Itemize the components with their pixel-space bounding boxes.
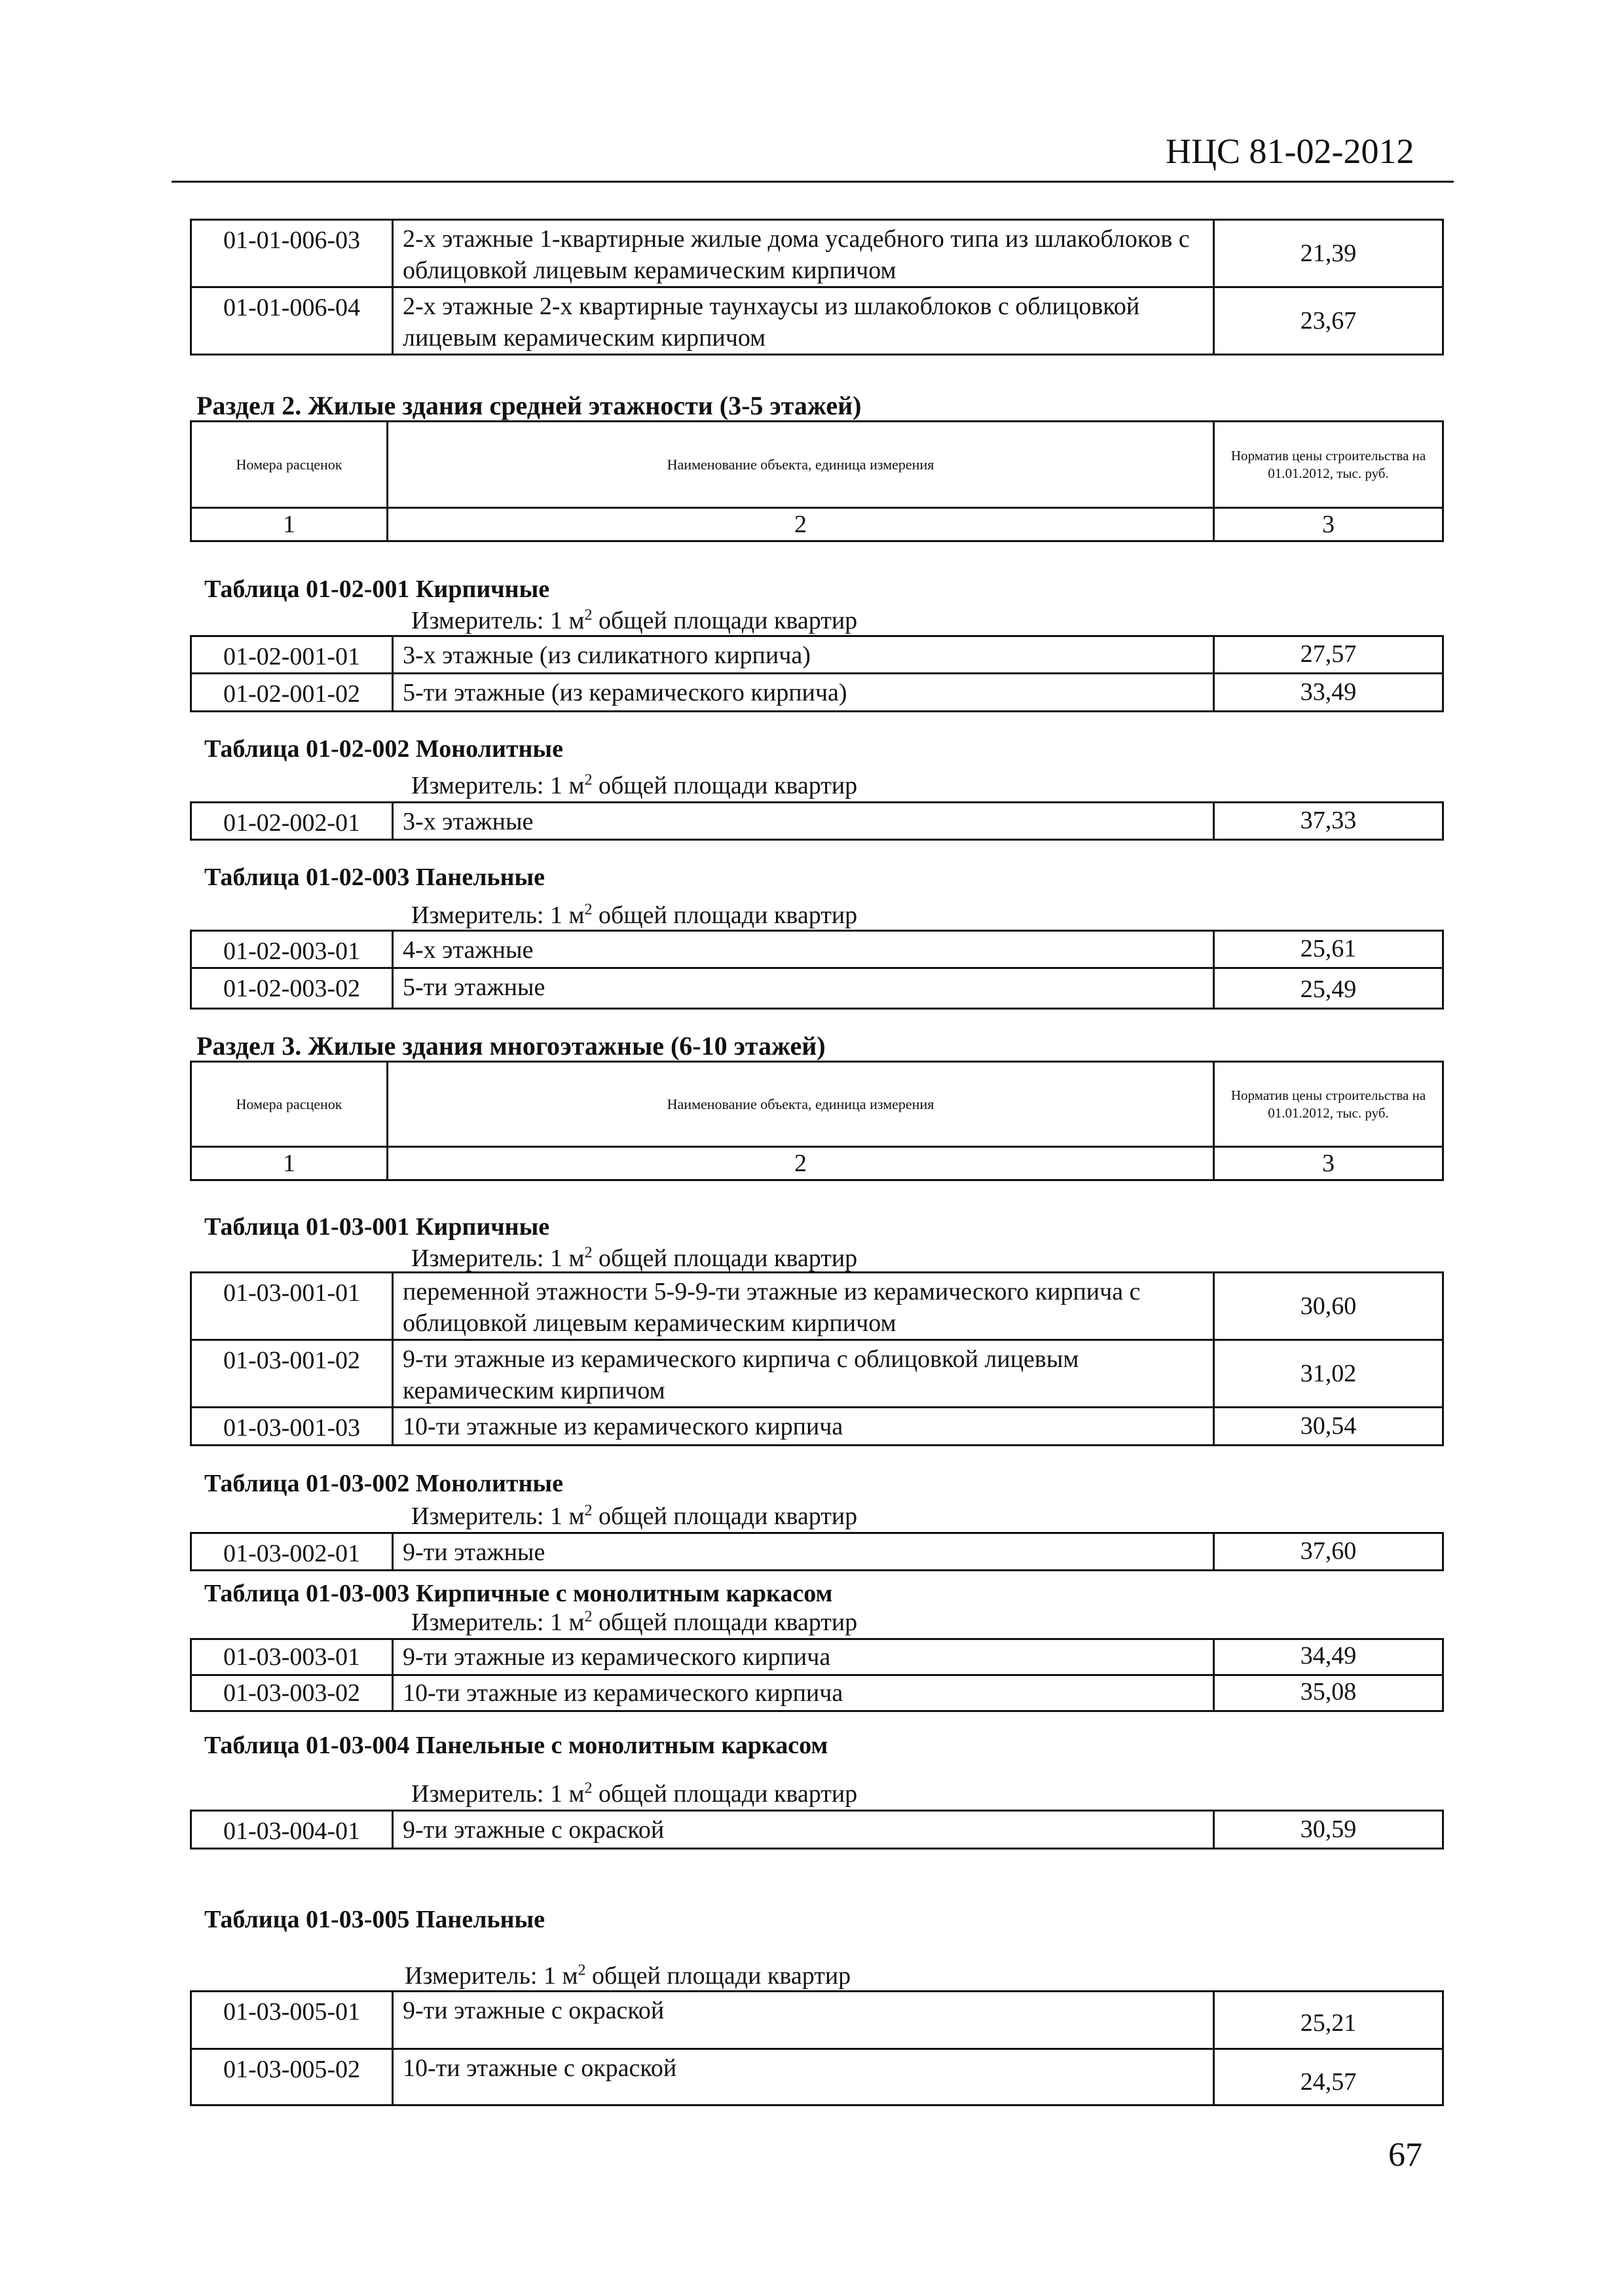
table-title: Таблица 01-02-003 Панельные: [204, 864, 545, 891]
column-header-price: Норматив цены строительства на 01.01.2012, тыс. руб.: [1214, 1062, 1443, 1147]
price-value: 31,02: [1214, 1340, 1443, 1408]
object-name: 2-х этажные 2-х квартирные таунхаусы из шлакоблоков с облицовкой лицевым керамическим кирпичом: [393, 287, 1214, 355]
object-name: 9-ти этажные из керамического кирпича с облицовкой лицевым керамическим кирпичом: [393, 1340, 1214, 1408]
column-number: 1: [191, 1147, 388, 1180]
column-header-table: [190, 1061, 1444, 1181]
price-value: 30,54: [1214, 1408, 1443, 1446]
measure-unit: Измеритель: 1 $м^2$ общей площади квартир: [411, 1244, 858, 1272]
object-name: 5-ти этажные (из керамического кирпича): [393, 674, 1214, 712]
table-row: [191, 287, 1443, 355]
object-name: 9-ти этажные с окраской: [393, 1811, 1214, 1849]
rates-table: [190, 1271, 1444, 1446]
measure-unit: Измеритель: 1 $м^2$ общей площади квартир: [411, 606, 858, 634]
rates-table: [190, 1638, 1444, 1712]
object-name: 9-ти этажные из керамического кирпича: [393, 1639, 1214, 1675]
column-number: 3: [1214, 508, 1443, 541]
measure-unit: Измеритель: 1 $м^2$ общей площади квартир: [411, 771, 858, 799]
document-code: НЦС 81-02-2012: [1166, 132, 1414, 171]
price-value: 37,33: [1214, 803, 1443, 840]
rate-code: 01-01-006-04: [191, 287, 393, 355]
column-number: 1: [191, 508, 388, 541]
rate-code: 01-02-003-01: [191, 931, 393, 968]
table-row: [191, 1408, 1443, 1446]
price-value: 30,59: [1214, 1811, 1443, 1849]
table-row: [191, 220, 1443, 287]
object-name: 2-х этажные 1-квартирные жилые дома усадебного типа из шлакоблоков с облицовкой лицевым керамическим кирпичом: [393, 220, 1214, 287]
table-row: [191, 1340, 1443, 1408]
table-row: [191, 2049, 1443, 2105]
price-value: 23,67: [1214, 287, 1443, 355]
object-name: переменной этажности 5-9-9-ти этажные из керамического кирпича с облицовкой лицевым керамическим кирпичом: [393, 1273, 1214, 1340]
rate-code: 01-02-003-02: [191, 968, 393, 1009]
table-row: [191, 1992, 1443, 2049]
rate-code: 01-03-005-02: [191, 2049, 393, 2105]
table-title: Таблица 01-02-002 Монолитные: [204, 735, 563, 763]
table-row: [191, 1273, 1443, 1340]
rate-code: 01-03-001-03: [191, 1408, 393, 1446]
rates-table: [190, 1532, 1444, 1571]
section-3-title: Раздел 3. Жилые здания многоэтажные (6-10 этажей): [196, 1031, 826, 1061]
price-value: 35,08: [1214, 1675, 1443, 1711]
measure-unit: Измеритель: 1 $м^2$ общей площади квартир: [411, 901, 858, 929]
table-row: [191, 931, 1443, 968]
column-header-codes: Номера расценок: [191, 1062, 388, 1147]
rate-code: 01-03-002-01: [191, 1533, 393, 1571]
rate-code: 01-02-002-01: [191, 803, 393, 840]
price-value: 25,49: [1214, 968, 1443, 1009]
rate-code: 01-03-004-01: [191, 1811, 393, 1849]
section-2-title: Раздел 2. Жилые здания средней этажности (3-5 этажей): [196, 391, 862, 420]
measure-unit: Измеритель: 1 $м^2$ общей площади квартир: [411, 1608, 858, 1636]
rate-code: 01-03-005-01: [191, 1992, 393, 2049]
rate-code: 01-03-003-01: [191, 1639, 393, 1675]
column-header-table: [190, 420, 1444, 542]
rates-table: [190, 635, 1444, 712]
object-name: 4-х этажные: [393, 931, 1214, 968]
rates-table: [190, 801, 1444, 841]
column-number: 2: [388, 508, 1214, 541]
rates-table: [190, 930, 1444, 1010]
object-name: 3-х этажные: [393, 803, 1214, 840]
table-row: [191, 803, 1443, 840]
object-name: 5-ти этажные: [393, 968, 1214, 1009]
column-header-codes: Номера расценок: [191, 422, 388, 508]
object-name: 10-ти этажные из керамического кирпича: [393, 1675, 1214, 1711]
price-value: 33,49: [1214, 674, 1443, 712]
price-value: 25,21: [1214, 1992, 1443, 2049]
price-value: 34,49: [1214, 1639, 1443, 1675]
column-header-name: Наименование объекта, единица измерения: [388, 422, 1214, 508]
table-row: [191, 636, 1443, 674]
rate-code: 01-02-001-01: [191, 636, 393, 674]
object-name: 10-ти этажные из керамического кирпича: [393, 1408, 1214, 1446]
table-title: Таблица 01-03-005 Панельные: [204, 1906, 545, 1933]
rate-code: 01-03-001-02: [191, 1340, 393, 1408]
object-name: 3-х этажные (из силикатного кирпича): [393, 636, 1214, 674]
object-name: 10-ти этажные с окраской: [393, 2049, 1214, 2105]
rates-table: [190, 1810, 1444, 1850]
price-value: 24,57: [1214, 2049, 1443, 2105]
column-number: 2: [388, 1147, 1214, 1180]
rate-code: 01-01-006-03: [191, 220, 393, 287]
column-header-name: Наименование объекта, единица измерения: [388, 1062, 1214, 1147]
object-name: 9-ти этажные: [393, 1533, 1214, 1571]
rate-code: 01-03-001-01: [191, 1273, 393, 1340]
price-value: 27,57: [1214, 636, 1443, 674]
table-title: Таблица 01-03-004 Панельные с монолитным каркасом: [204, 1732, 828, 1759]
rates-table: [190, 1990, 1444, 2106]
table-row: [191, 1639, 1443, 1675]
measure-unit: Измеритель: 1 $м^2$ общей площади квартир: [411, 1779, 858, 1808]
measure-unit: Измеритель: 1 $м^2$ общей площади квартир: [405, 1961, 851, 1990]
price-value: 37,60: [1214, 1533, 1443, 1571]
table-title: Таблица 01-03-001 Кирпичные: [204, 1213, 550, 1241]
price-value: 21,39: [1214, 220, 1443, 287]
page-number: 67: [1388, 2136, 1422, 2174]
header-divider: [172, 181, 1454, 183]
price-value: 30,60: [1214, 1273, 1443, 1340]
column-number: 3: [1214, 1147, 1443, 1180]
table-row: [191, 1533, 1443, 1571]
table-title: Таблица 01-03-002 Монолитные: [204, 1470, 563, 1497]
table-row: [191, 968, 1443, 1009]
table-row: [191, 1675, 1443, 1711]
rate-code: 01-02-001-02: [191, 674, 393, 712]
object-name: 9-ти этажные с окраской: [393, 1992, 1214, 2049]
column-header-price: Норматив цены строительства на 01.01.2012, тыс. руб.: [1214, 422, 1443, 508]
table-title: Таблица 01-02-001 Кирпичные: [204, 575, 550, 603]
table-row: [191, 1811, 1443, 1849]
measure-unit: Измеритель: 1 $м^2$ общей площади квартир: [411, 1502, 858, 1530]
price-value: 25,61: [1214, 931, 1443, 968]
table-row: [191, 674, 1443, 712]
rate-code: 01-03-003-02: [191, 1675, 393, 1711]
table-title: Таблица 01-03-003 Кирпичные с монолитным каркасом: [204, 1580, 833, 1607]
rates-table-continued: [190, 219, 1444, 355]
